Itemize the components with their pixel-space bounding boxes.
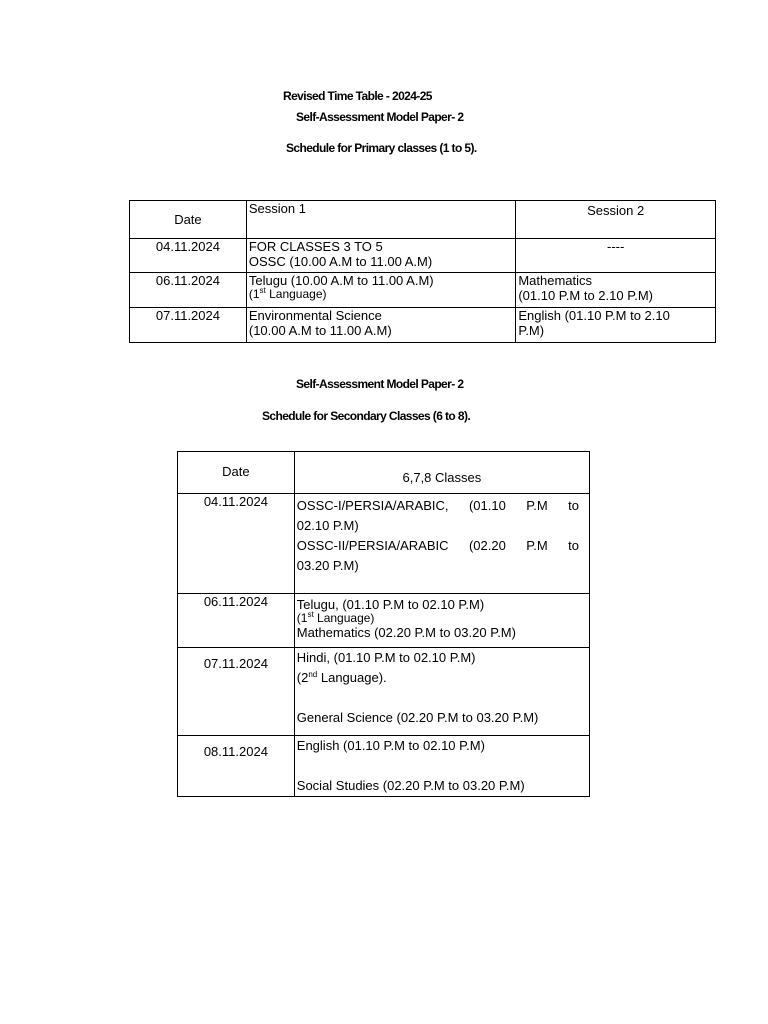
classes-cell — [294, 648, 589, 736]
secondary-schedule-table — [177, 451, 590, 797]
cell-line: OSSC (10.00 A.M to 11.00 A.M) — [248, 254, 433, 269]
classes-header: 6,7,8 Classes — [294, 452, 589, 494]
table-row — [130, 273, 716, 308]
table-row — [130, 239, 716, 273]
cell-line: General Science (02.20 P.M to 03.20 P.M) — [296, 710, 539, 725]
session2-cell — [516, 308, 716, 343]
session1-cell — [246, 239, 515, 273]
classes-cell — [294, 494, 589, 594]
date-cell: 07.11.2024 — [178, 648, 295, 736]
cell-line: OSSC-II/PERSIA/ARABIC (02.20 P.M to — [296, 538, 579, 553]
date-cell: 07.11.2024 — [130, 308, 247, 343]
table-row — [178, 594, 590, 648]
date-cell: 04.11.2024 — [178, 494, 295, 594]
classes-cell — [294, 594, 589, 648]
cell-line: P.M) — [518, 323, 545, 338]
cell-line: English (01.10 P.M to 2.10 — [518, 308, 670, 323]
cell-line: Mathematics (02.20 P.M to 03.20 P.M) — [296, 625, 516, 640]
table-row — [130, 308, 716, 343]
document-title: Revised Time Table - 2024-25 — [283, 89, 432, 103]
language-note: (1st Language) — [296, 610, 375, 625]
cell-line: FOR CLASSES 3 TO 5 — [248, 239, 383, 254]
date-header: Date — [178, 452, 295, 494]
secondary-schedule-heading: Schedule for Secondary Classes (6 to 8). — [262, 409, 471, 423]
table-header-row — [178, 452, 590, 494]
primary-schedule-heading: Schedule for Primary classes (1 to 5). — [286, 141, 477, 155]
date-header: Date — [130, 201, 247, 239]
session1-cell — [246, 308, 515, 343]
cell-line: (10.00 A.M to 11.00 A.M) — [248, 323, 392, 338]
date-cell: 08.11.2024 — [178, 736, 295, 797]
session1-cell — [246, 273, 515, 308]
classes-cell — [294, 736, 589, 797]
date-cell: 06.11.2024 — [130, 273, 247, 308]
spacer — [297, 756, 587, 776]
table-row — [178, 648, 590, 736]
secondary-paper-heading: Self-Assessment Model Paper- 2 — [296, 377, 464, 391]
cell-line: Environmental Science — [248, 308, 382, 323]
table-row — [178, 494, 590, 594]
session1-header: Session 1 — [246, 201, 515, 239]
cell-line: English (01.10 P.M to 02.10 P.M) — [296, 738, 485, 753]
session2-cell: ---- — [516, 239, 716, 273]
cell-line: 02.10 P.M) — [296, 518, 359, 533]
session2-cell — [516, 273, 716, 308]
language-note: (1st Language) — [248, 286, 327, 301]
cell-line: (01.10 P.M to 2.10 P.M) — [518, 288, 653, 303]
table-row — [178, 736, 590, 797]
cell-line: Mathematics — [518, 273, 593, 288]
cell-line: Telugu (10.00 A.M to 11.00 A.M) — [248, 273, 434, 288]
primary-paper-heading: Self-Assessment Model Paper- 2 — [296, 110, 464, 124]
cell-line: OSSC-I/PERSIA/ARABIC, (01.10 P.M to — [296, 498, 579, 513]
date-cell: 06.11.2024 — [178, 594, 295, 648]
cell-line: 03.20 P.M) — [296, 558, 359, 573]
date-cell: 04.11.2024 — [130, 239, 247, 273]
table-header-row — [130, 201, 716, 239]
cell-line: Hindi, (01.10 P.M to 02.10 P.M) — [296, 650, 476, 665]
language-note: (2nd Language). — [296, 670, 387, 685]
spacer — [297, 688, 587, 708]
session2-header: Session 2 — [516, 201, 716, 239]
cell-line: Telugu, (01.10 P.M to 02.10 P.M) — [296, 597, 485, 612]
cell-line: Social Studies (02.20 P.M to 03.20 P.M) — [296, 778, 525, 793]
primary-schedule-table — [129, 200, 716, 343]
